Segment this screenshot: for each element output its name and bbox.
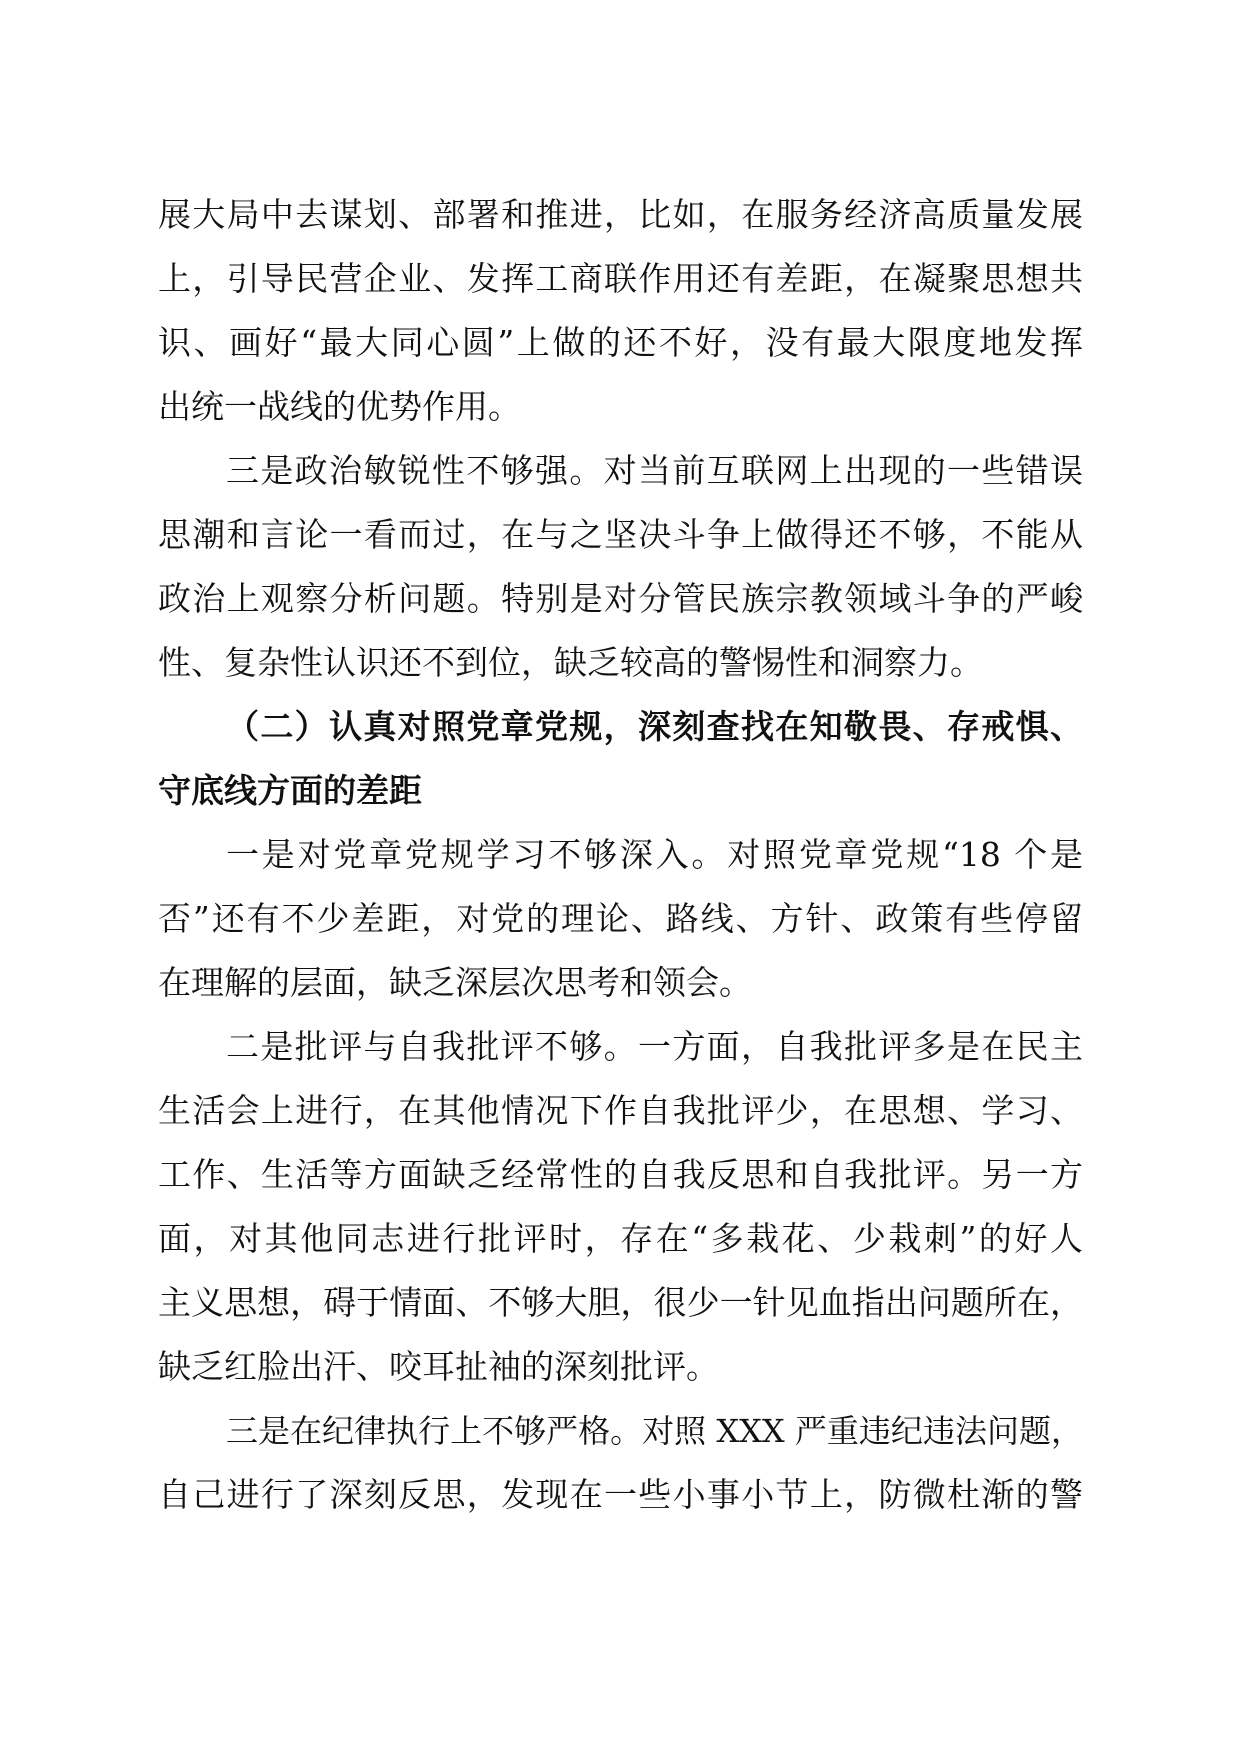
paragraph-line: 一是对党章党规学习不够深入。对照党章党规“18 个是 [226, 835, 1083, 874]
paragraph-line: 自己进行了深刻反思，发现在一些小事小节上，防微杜渐的警 [158, 1475, 1083, 1514]
paragraph-line: 工作、生活等方面缺乏经常性的自我反思和自我批评。另一方 [158, 1155, 1083, 1194]
section-heading-line: （二）认真对照党章党规，深刻查找在知敬畏、存戒惧、 [226, 707, 1083, 746]
paragraph-line: 缺乏红脸出汗、咬耳扯袖的深刻批评。 [158, 1347, 719, 1386]
paragraph-line: 展大局中去谋划、部署和推进，比如，在服务经济高质量发展 [158, 195, 1083, 234]
paragraph-line: 识、画好“最大同心圆”上做的还不好，没有最大限度地发挥 [158, 323, 1083, 362]
paragraph-line: 政治上观察分析问题。特别是对分管民族宗教领域斗争的严峻 [158, 579, 1083, 618]
section-heading-line: 守底线方面的差距 [158, 771, 422, 810]
paragraph-line: 生活会上进行，在其他情况下作自我批评少，在思想、学习、 [158, 1091, 1083, 1130]
paragraph-line: 面，对其他同志进行批评时，存在“多栽花、少栽刺”的好人 [158, 1219, 1083, 1258]
paragraph-line: 二是批评与自我批评不够。一方面，自我批评多是在民主 [226, 1027, 1083, 1066]
paragraph-line: 在理解的层面，缺乏深层次思考和领会。 [158, 963, 752, 1002]
paragraph-line: 三是政治敏锐性不够强。对当前互联网上出现的一些错误 [226, 451, 1083, 490]
paragraph-line: 三是在纪律执行上不够严格。对照 XXX 严重违纪违法问题， [226, 1412, 1083, 1450]
paragraph-line: 性、复杂性认识还不到位，缺乏较高的警惕性和洞察力。 [158, 643, 983, 682]
paragraph-line: 否”还有不少差距，对党的理论、路线、方针、政策有些停留 [158, 899, 1083, 938]
paragraph-line: 上，引导民营企业、发挥工商联作用还有差距，在凝聚思想共 [158, 259, 1083, 298]
paragraph-line: 出统一战线的优势作用。 [158, 387, 521, 426]
paragraph-line: 主义思想，碍于情面、不够大胆，很少一针见血指出问题所在， [158, 1283, 1083, 1322]
paragraph-line: 思潮和言论一看而过，在与之坚决斗争上做得还不够，不能从 [158, 515, 1083, 554]
